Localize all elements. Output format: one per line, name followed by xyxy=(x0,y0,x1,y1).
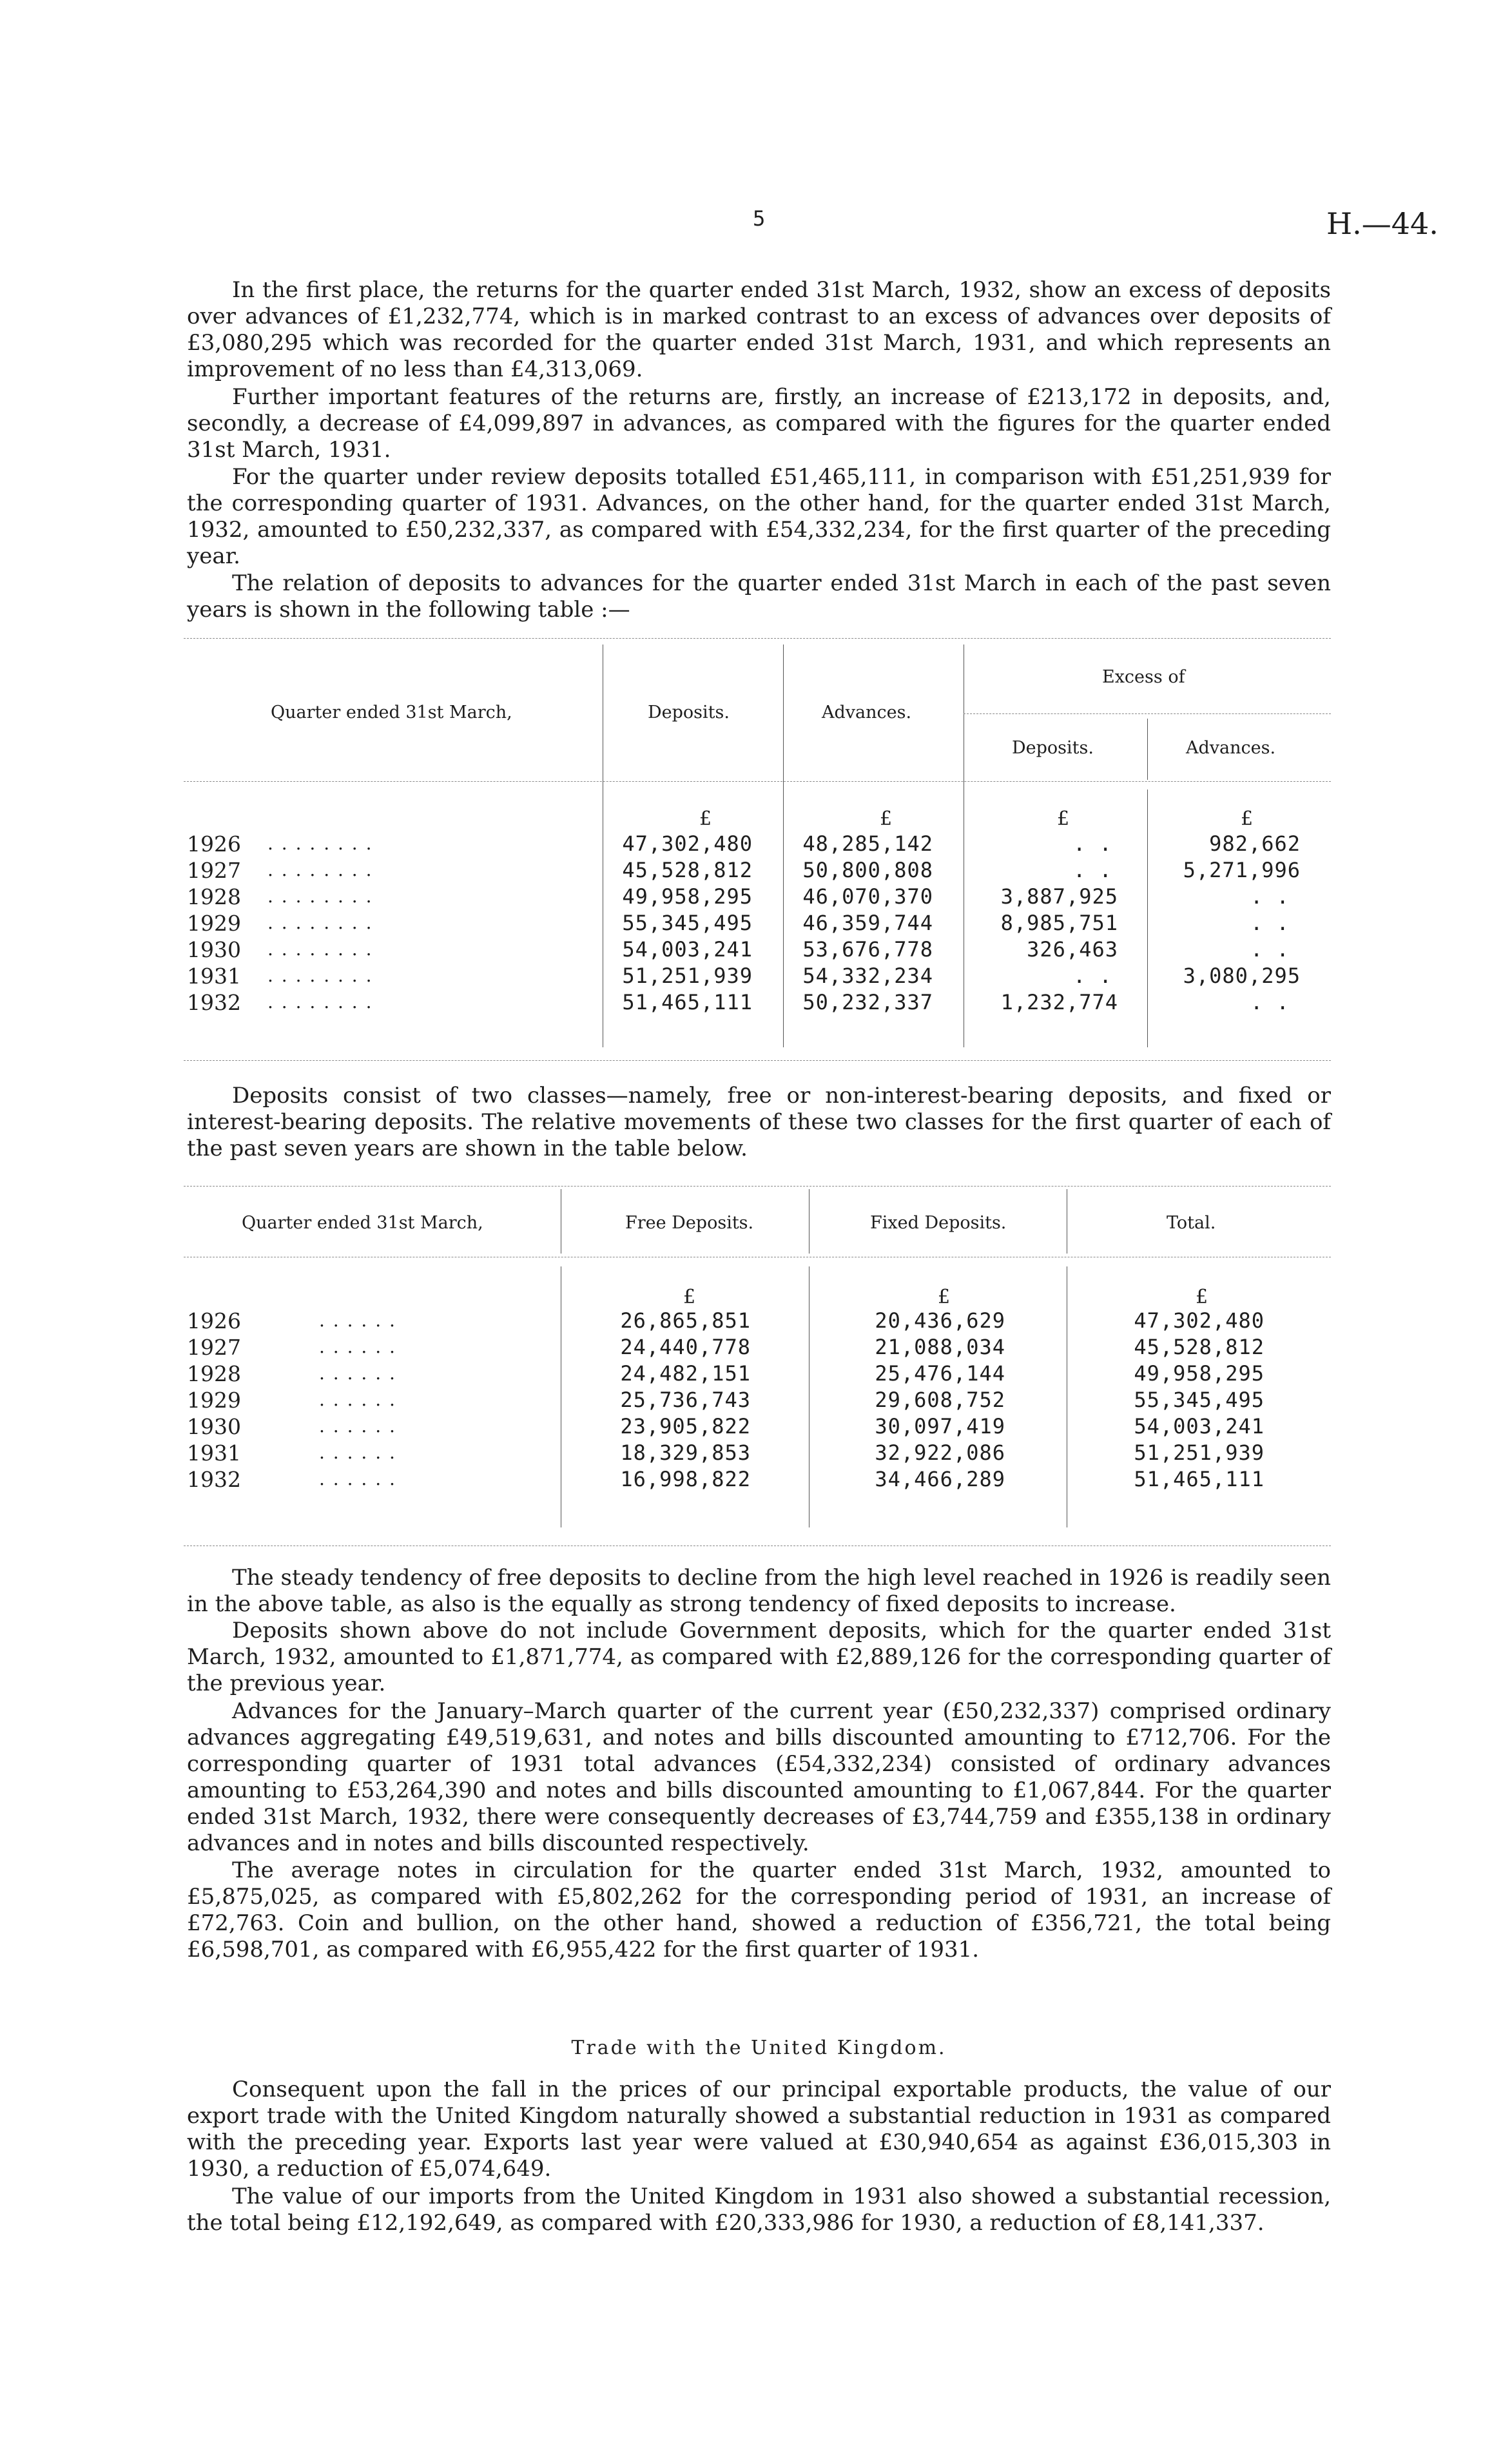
row-year: 1930 xyxy=(187,937,241,962)
cell-advances: 53,676,778 xyxy=(802,937,933,962)
cell-excess-advances: . . xyxy=(1250,884,1290,909)
cell-fixed-deposits: 21,088,034 xyxy=(875,1335,1005,1359)
row-leader-dots: . . . . . . xyxy=(319,1442,396,1463)
row-leader-dots: . . . . . . . . xyxy=(267,965,373,986)
cell-deposits: 45,528,812 xyxy=(622,858,753,882)
cell-advances: 46,070,370 xyxy=(802,884,933,909)
col-header-quarter: Quarter ended 31st March, xyxy=(242,1213,483,1233)
cell-fixed-deposits: 32,922,086 xyxy=(875,1440,1005,1465)
cell-deposits: 55,345,495 xyxy=(622,911,753,935)
cell-advances: 50,800,808 xyxy=(802,858,933,882)
cell-excess-deposits: 8,985,751 xyxy=(1000,911,1118,935)
col-header-excess-advances: Advances. xyxy=(1186,738,1276,758)
cell-total: 45,528,812 xyxy=(1134,1335,1265,1359)
paragraph: In the first place, the returns for the quarter ended 31st March, 1932, show an excess of deposits over advances of £1,232,774, which is in marked contrast to an excess of advances over deposits of £3,080,295 which was recorded for the quarter ended 31st March, 1931, and which represents an improvement of no less than £4,313,069. xyxy=(187,277,1331,382)
cell-fixed-deposits: 20,436,629 xyxy=(875,1308,1005,1333)
cell-excess-deposits: 3,887,925 xyxy=(1000,884,1118,909)
row-leader-dots: . . . . . . xyxy=(319,1389,396,1410)
col-header-advances: Advances. xyxy=(822,703,912,722)
currency-symbol: £ xyxy=(683,1286,696,1308)
cell-total: 54,003,241 xyxy=(1134,1414,1265,1439)
cell-excess-advances: 982,662 xyxy=(1209,831,1301,856)
row-leader-dots: . . . . . . xyxy=(319,1468,396,1489)
cell-total: 51,251,939 xyxy=(1134,1440,1265,1465)
cell-total: 51,465,111 xyxy=(1134,1467,1265,1491)
row-year: 1927 xyxy=(187,1335,241,1360)
row-leader-dots: . . . . . . xyxy=(319,1336,396,1357)
cell-deposits: 49,958,295 xyxy=(622,884,753,909)
row-leader-dots: . . . . . . . . xyxy=(267,886,373,907)
cell-deposits: 51,465,111 xyxy=(622,990,753,1014)
row-year: 1932 xyxy=(187,1467,241,1492)
cell-advances: 46,359,744 xyxy=(802,911,933,935)
row-year: 1929 xyxy=(187,911,241,936)
cell-deposits: 54,003,241 xyxy=(622,937,753,962)
row-leader-dots: . . . . . . . . xyxy=(267,912,373,933)
row-leader-dots: . . . . . . . . xyxy=(267,859,373,880)
paragraph: The value of our imports from the United Kingdom in 1931 also showed a substantial recession, the total being £12,192,649, as compared with £20,333,986 for 1930, a reduction of £8,141,337. xyxy=(187,2184,1331,2236)
row-leader-dots: . . . . . . . . xyxy=(267,833,373,854)
cell-free-deposits: 16,998,822 xyxy=(620,1467,751,1491)
row-year: 1929 xyxy=(187,1388,241,1413)
document-reference: H.—44. xyxy=(1326,206,1439,241)
col-header-excess-deposits: Deposits. xyxy=(1012,738,1094,758)
row-year: 1926 xyxy=(187,831,241,857)
cell-excess-deposits: . . xyxy=(1073,858,1112,882)
cell-deposits: 47,302,480 xyxy=(622,831,753,856)
cell-excess-advances: 5,271,996 xyxy=(1183,858,1301,882)
paragraph: Advances for the January–March quarter of the current year (£50,232,337) comprised ordinary advances aggregating £49,519,631, and notes and bills discounted amounting to £712,706. For the corresponding quarter of 1931 total advances (£54,332,234) consisted of ordinary advances amounting to £53,264,390 and notes and bills discounted amounting to £1,067,844. For the quarter ended 31st March, 1932, there were consequently decreases of £3,744,759 and £355,138 in ordinary advances and in notes and bills discounted respectively. xyxy=(187,1698,1331,1856)
cell-excess-deposits: 326,463 xyxy=(1027,937,1118,962)
paragraph: Consequent upon the fall in the prices of our principal exportable products, the value of our export trade with the United Kingdom naturally showed a substantial reduction in 1931 as compared with the preceding year. Exports last year were valued at £30,940,654 as against £36,015,303 in 1930, a reduction of £5,074,649. xyxy=(187,2077,1331,2182)
row-year: 1927 xyxy=(187,858,241,883)
cell-free-deposits: 24,482,151 xyxy=(620,1361,751,1386)
col-header-fixed-deposits: Fixed Deposits. xyxy=(870,1213,1007,1233)
row-year: 1931 xyxy=(187,1440,241,1466)
cell-free-deposits: 23,905,822 xyxy=(620,1414,751,1439)
paragraph: Deposits shown above do not include Government deposits, which for the quarter ended 31st March, 1932, amounted to £1,871,774, as compared with £2,889,126 for the corresponding quarter of the previous year. xyxy=(187,1618,1331,1696)
currency-symbol: £ xyxy=(699,808,712,830)
paragraph: Further important features of the returns are, firstly, an increase of £213,172 in deposits, and, secondly, a decrease of £4,099,897 in advances, as compared with the figures for the quarter ended 31st March, 1931. xyxy=(187,384,1331,463)
cell-free-deposits: 24,440,778 xyxy=(620,1335,751,1359)
cell-excess-deposits: . . xyxy=(1073,831,1112,856)
currency-symbol: £ xyxy=(938,1286,951,1308)
cell-excess-advances: 3,080,295 xyxy=(1183,964,1301,988)
currency-symbol: £ xyxy=(1196,1286,1208,1308)
col-header-excess-of: Excess of xyxy=(1102,667,1185,687)
col-header-deposits: Deposits. xyxy=(648,703,730,722)
row-leader-dots: . . . . . . . . xyxy=(267,938,373,960)
row-year: 1930 xyxy=(187,1414,241,1439)
cell-fixed-deposits: 30,097,419 xyxy=(875,1414,1005,1439)
cell-advances: 48,285,142 xyxy=(802,831,933,856)
row-year: 1928 xyxy=(187,1361,241,1386)
cell-free-deposits: 26,865,851 xyxy=(620,1308,751,1333)
cell-advances: 54,332,234 xyxy=(802,964,933,988)
cell-free-deposits: 18,329,853 xyxy=(620,1440,751,1465)
cell-total: 47,302,480 xyxy=(1134,1308,1265,1333)
currency-symbol: £ xyxy=(880,808,893,830)
row-leader-dots: . . . . . . xyxy=(319,1310,396,1331)
cell-excess-deposits: 1,232,774 xyxy=(1000,990,1118,1014)
row-year: 1932 xyxy=(187,990,241,1015)
currency-symbol: £ xyxy=(1057,808,1070,830)
currency-symbol: £ xyxy=(1241,808,1254,830)
paragraph: The steady tendency of free deposits to decline from the high level reached in 1926 is readily seen in the above table, as also is the equally as strong tendency of fixed deposits to increase. xyxy=(187,1565,1331,1617)
cell-advances: 50,232,337 xyxy=(802,990,933,1014)
page-number: 5 xyxy=(753,206,766,231)
cell-excess-advances: . . xyxy=(1250,937,1290,962)
cell-excess-deposits: . . xyxy=(1073,964,1112,988)
row-leader-dots: . . . . . . . . xyxy=(267,991,373,1013)
cell-excess-advances: . . xyxy=(1250,911,1290,935)
cell-fixed-deposits: 25,476,144 xyxy=(875,1361,1005,1386)
cell-fixed-deposits: 34,466,289 xyxy=(875,1467,1005,1491)
cell-excess-advances: . . xyxy=(1250,990,1290,1014)
row-leader-dots: . . . . . . xyxy=(319,1362,396,1384)
paragraph: The average notes in circulation for the quarter ended 31st March, 1932, amounted to £5,875,025, as compared with £5,802,262 for the corresponding period of 1931, an increase of £72,763. Coin and bullion, on the other hand, showed a reduction of £356,721, the total being £6,598,701, as compared with £6,955,422 for the first quarter of 1931. xyxy=(187,1857,1331,1962)
cell-total: 55,345,495 xyxy=(1134,1388,1265,1412)
col-header-total: Total. xyxy=(1167,1213,1216,1233)
paragraph: Deposits consist of two classes—namely, free or non-interest-bearing deposits, and fixed or interest-bearing deposits. The relative movements of these two classes for the first quarter of each of the past seven years are shown in the table below. xyxy=(187,1083,1331,1161)
paragraph: The relation of deposits to advances for the quarter ended 31st March in each of the past seven years is shown in the following table :— xyxy=(187,570,1331,623)
paragraph: For the quarter under review deposits totalled £51,465,111, in comparison with £51,251,939 for the corresponding quarter of 1931. Advances, on the other hand, for the quarter ended 31st March, 1932, amounted to £50,232,337, as compared with £54,332,234, for the first quarter of the preceding year. xyxy=(187,464,1331,569)
cell-free-deposits: 25,736,743 xyxy=(620,1388,751,1412)
cell-fixed-deposits: 29,608,752 xyxy=(875,1388,1005,1412)
col-header-free-deposits: Free Deposits. xyxy=(625,1213,754,1233)
col-header-quarter: Quarter ended 31st March, xyxy=(271,703,512,722)
section-heading: Trade with the United Kingdom. xyxy=(571,2037,947,2059)
cell-deposits: 51,251,939 xyxy=(622,964,753,988)
row-leader-dots: . . . . . . xyxy=(319,1415,396,1437)
row-year: 1931 xyxy=(187,964,241,989)
row-year: 1928 xyxy=(187,884,241,909)
cell-total: 49,958,295 xyxy=(1134,1361,1265,1386)
row-year: 1926 xyxy=(187,1308,241,1333)
